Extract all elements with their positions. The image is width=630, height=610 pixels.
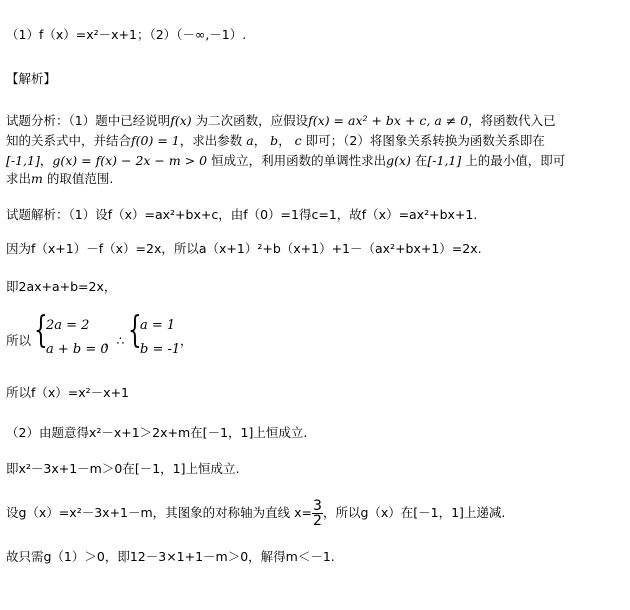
analysis-line-3: [6, 152, 565, 170]
left-brace-1: {: [34, 310, 48, 351]
system-2-bottom: b = -1: [140, 342, 181, 357]
solution-line-1: 试题解析：（1）设f（x）=ax²+bx+c，由f（0）=1得c=1，故f（x）=ax²+bx+1.: [6, 207, 478, 222]
math-gx: g(x): [386, 153, 411, 168]
param-a: a: [246, 133, 254, 148]
math-interval: [-1,1]: [427, 153, 462, 168]
solution-line-9: 故只需g（1）＞0，即12－3×1+1－m＞0，解得m＜－1.: [6, 549, 335, 564]
solution-line-8: [6, 496, 505, 530]
solution-text: 设g（x）=x²－3x+1－m，其图象的对称轴为直线 x=: [6, 505, 313, 520]
fraction-three-halves: [312, 499, 323, 528]
fraction-numerator: 3: [313, 498, 322, 514]
analysis-text: 在: [410, 153, 428, 168]
section-heading: 【解析】: [6, 71, 57, 86]
param-c: c: [294, 133, 302, 148]
analysis-text: 求出: [6, 171, 32, 186]
solution-line-4-prefix: 所以: [6, 333, 32, 348]
analysis-text: 上的最小值，即可: [461, 153, 566, 168]
solution-line-6: （2）由题意得x²－x+1＞2x+m在[－1，1]上恒成立.: [6, 425, 308, 440]
analysis-text: 的取值范围.: [42, 171, 114, 186]
analysis-line-4: [6, 170, 113, 188]
analysis-text: 恒成立，利用函数的单调性求出: [207, 153, 387, 168]
param-b: b: [270, 133, 279, 148]
analysis-line-1: [6, 112, 556, 130]
left-brace-2: {: [128, 310, 142, 351]
solution-line-5: 所以f（x）=x²－x+1: [6, 385, 130, 400]
therefore-symbol: ，∴: [104, 333, 125, 348]
math-gdef: g(x) = f(x) − 2x − m > 0: [52, 153, 208, 168]
param-m: m: [31, 171, 43, 186]
analysis-text: 即可；（2）将图象关系转换为函数关系即在: [305, 133, 545, 148]
system-1-top: 2a = 2: [46, 318, 90, 333]
analysis-text: ，求出参数: [179, 133, 243, 148]
solution-line-7: 即x²－3x+1－m＞0在[－1，1]上恒成立.: [6, 461, 240, 476]
solution-line-4-suffix: ，: [180, 333, 193, 348]
math-f0: f(0) = 1: [131, 133, 180, 148]
analysis-line-2: 知的关系式中，并结合f(0) = 1，求出参数 a， b， c 即可；（2）将图象关系转换为函数关系即在: [6, 133, 545, 148]
math-formula: f(x) = ax² + bx + c, a ≠ 0: [308, 113, 469, 128]
solution-line-3: 即2ax+a+b=2x，: [6, 279, 117, 294]
system-1-bottom: a + b = 0: [46, 342, 109, 357]
fraction-denominator: 2: [313, 513, 322, 529]
analysis-text: 知的关系式中，并结合: [6, 133, 132, 148]
solution-text: ，所以g（x）在[－1，1]上递减.: [322, 505, 506, 520]
solution-line-2: 因为f（x+1）－f（x）=2x，所以a（x+1）²+b（x+1）+1－（ax²+bx+1）=2x.: [6, 241, 482, 256]
analysis-text: ，将函数代入已: [468, 113, 556, 128]
system-2-top: a = 1: [140, 318, 176, 333]
answer-line: （1）f（x）=x²－x+1；（2）（－∞,－1）.: [6, 27, 247, 42]
analysis-text: ，: [39, 153, 53, 168]
math-fx: f(x): [170, 113, 192, 128]
analysis-text: 试题分析：（1）题中已经说明: [6, 113, 171, 128]
analysis-text: 为二次函数，应假设: [191, 113, 309, 128]
math-interval: [-1,1]: [6, 153, 40, 168]
